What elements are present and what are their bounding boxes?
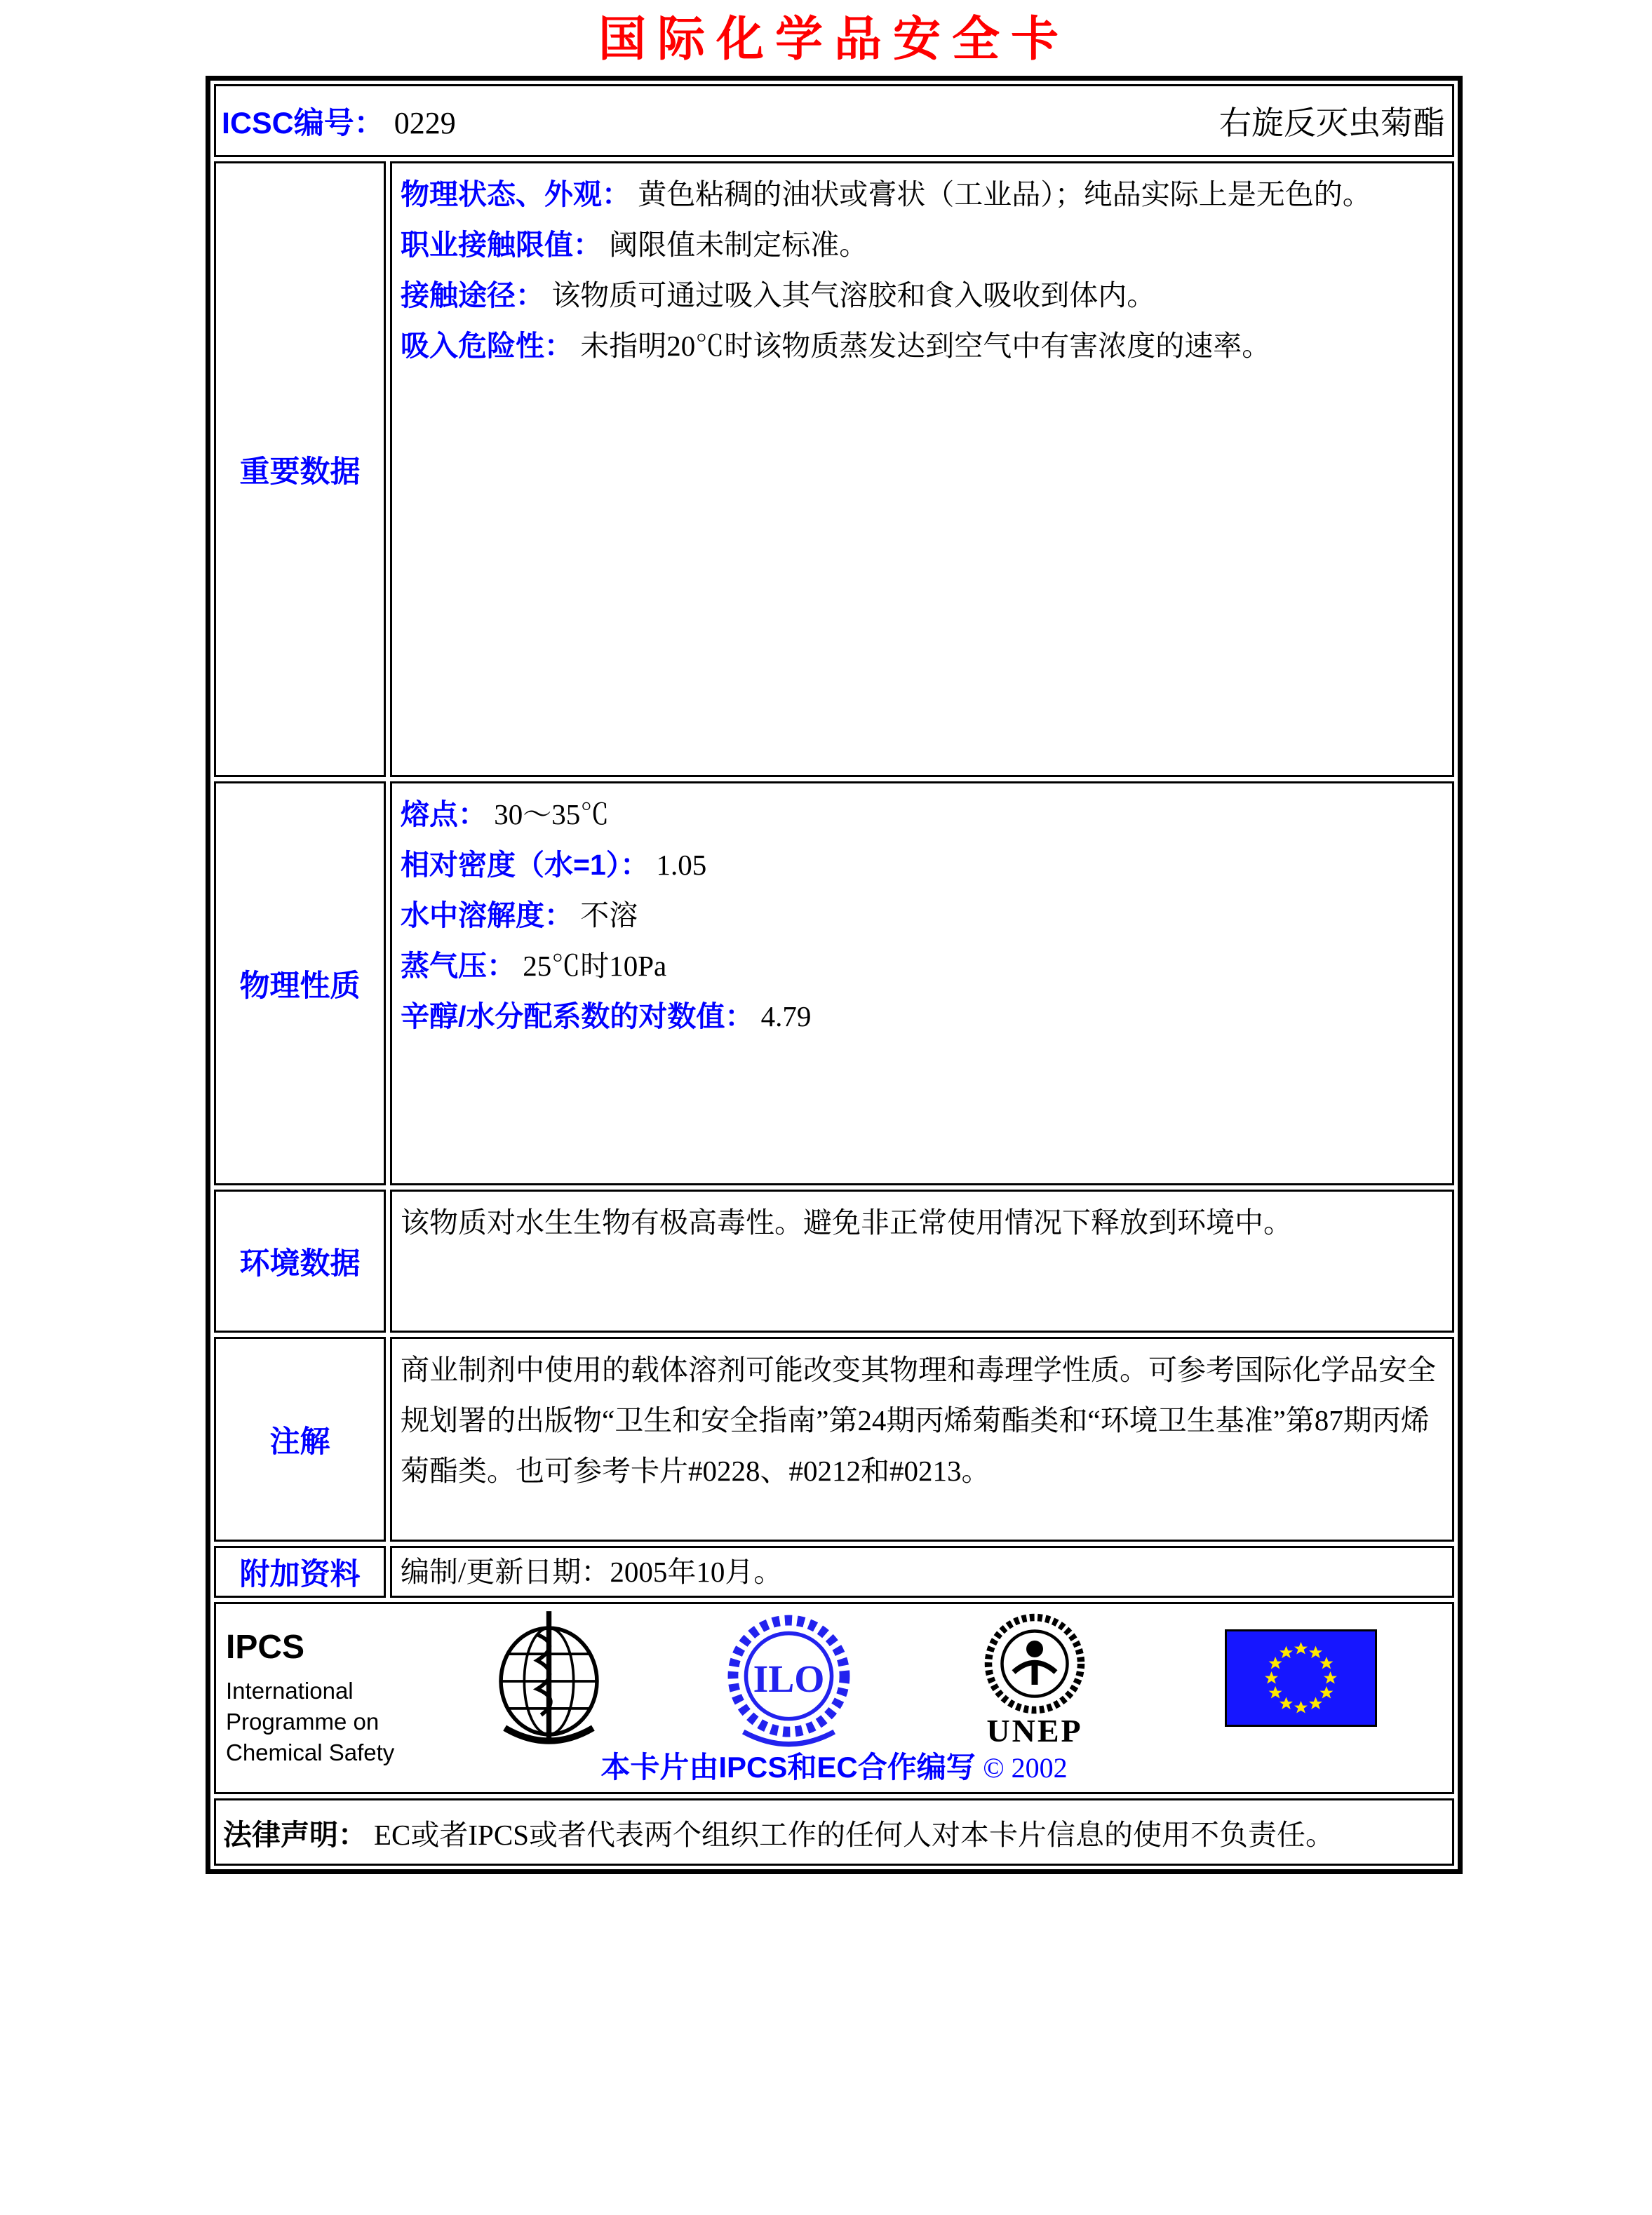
icsc-number-value: 0229 bbox=[394, 105, 456, 140]
ipcs-block bbox=[226, 1629, 457, 1768]
field-value: 阈限值未制定标准。 bbox=[609, 229, 868, 261]
icsc-number-label: ICSC编号： bbox=[222, 106, 384, 140]
section-label-additional-info: 附加资料 bbox=[214, 1546, 386, 1598]
section-content-physical-properties bbox=[390, 781, 1454, 1185]
field-physical-state bbox=[401, 169, 1444, 220]
header-cell bbox=[214, 84, 1454, 157]
section-physical-properties bbox=[214, 781, 1454, 1185]
field-value: 30～35℃ bbox=[494, 798, 610, 830]
field-exposure-routes bbox=[401, 270, 1444, 321]
footer-cell bbox=[214, 1602, 1454, 1794]
section-additional-info bbox=[214, 1546, 1454, 1598]
section-content-important-data bbox=[390, 161, 1454, 777]
field-inhalation-risk bbox=[401, 321, 1444, 371]
field-relative-density bbox=[401, 840, 1444, 890]
field-melting-point bbox=[401, 789, 1444, 840]
legal-text: EC或者IPCS或者代表两个组织工作的任何人对本卡片信息的使用不负责任。 bbox=[374, 1818, 1334, 1851]
notes-text: 商业制剂中使用的载体溶剂可能改变其物理和毒理学性质。可参考国际化学品安全规划署的出版物“卫生和安全指南”第24期丙烯菊酯类和“环境卫生基准”第87期丙烯菊酯类。也可参考卡片#0228、#0212和#0213。 bbox=[401, 1354, 1436, 1487]
ipcs-subtitle-line: International bbox=[226, 1678, 354, 1704]
field-value: 1.05 bbox=[656, 849, 707, 881]
field-water-solubility bbox=[401, 890, 1444, 941]
section-content-notes bbox=[390, 1337, 1454, 1542]
field-label: 相对密度（水=1）： bbox=[401, 849, 650, 881]
field-label: 辛醇/水分配系数的对数值： bbox=[401, 1000, 754, 1032]
section-label-notes: 注解 bbox=[214, 1337, 386, 1542]
field-label: 物理状态、外观： bbox=[401, 178, 631, 210]
field-value: 4.79 bbox=[760, 1000, 812, 1032]
field-value: 25℃时10Pa bbox=[523, 950, 667, 982]
section-label-important-data: 重要数据 bbox=[214, 161, 386, 777]
legal-label: 法律声明： bbox=[223, 1818, 367, 1851]
field-label: 熔点： bbox=[401, 798, 487, 830]
section-label-environmental-data: 环境数据 bbox=[214, 1190, 386, 1333]
ipcs-subtitle-line: Chemical Safety bbox=[226, 1739, 395, 1765]
field-value: 该物质可通过吸入其气溶胶和食入吸收到体内。 bbox=[551, 279, 1156, 311]
icsc-card bbox=[206, 76, 1463, 1874]
field-value: 未指明20℃时该物质蒸发达到空气中有害浓度的速率。 bbox=[580, 330, 1271, 362]
section-notes bbox=[214, 1337, 1454, 1542]
field-label: 蒸气压： bbox=[401, 950, 516, 982]
field-occupational-limit bbox=[401, 220, 1444, 270]
chemical-name: 右旋反灭虫菊酯 bbox=[1219, 105, 1445, 141]
icsc-number-group bbox=[222, 100, 456, 142]
field-vapor-pressure bbox=[401, 941, 1444, 991]
unep-logo-text: UNEP bbox=[986, 1713, 1083, 1749]
unep-logo-icon bbox=[982, 1611, 1087, 1716]
who-logo-icon bbox=[484, 1611, 614, 1755]
ipcs-title: IPCS bbox=[226, 1629, 305, 1666]
ipcs-subtitle-line: Programme on bbox=[226, 1709, 380, 1735]
copyright-year: © 2002 bbox=[983, 1752, 1068, 1784]
field-octanol-water-partition bbox=[401, 991, 1444, 1042]
logo-area bbox=[223, 1611, 1445, 1765]
field-label: 职业接触限值： bbox=[401, 229, 602, 261]
footer-row bbox=[214, 1602, 1454, 1794]
section-label-physical-properties: 物理性质 bbox=[214, 781, 386, 1185]
section-content-additional-info bbox=[390, 1546, 1454, 1598]
eu-flag-icon bbox=[1225, 1629, 1377, 1730]
legal-row bbox=[214, 1798, 1454, 1866]
section-content-environmental-data bbox=[390, 1190, 1454, 1333]
unep-logo-block bbox=[968, 1611, 1101, 1749]
environmental-data-text: 该物质对水生生物有极高毒性。避免非正常使用情况下释放到环境中。 bbox=[401, 1206, 1292, 1239]
section-environmental-data bbox=[214, 1190, 1454, 1333]
field-label: 吸入危险性： bbox=[401, 330, 573, 362]
copyright-text: 本卡片由IPCS和EC合作编写 bbox=[600, 1751, 976, 1784]
page-title: 国际化学品安全卡 bbox=[598, 13, 1070, 66]
field-label: 水中溶解度： bbox=[401, 899, 573, 931]
additional-info-text: 编制/更新日期：2005年10月。 bbox=[401, 1556, 783, 1588]
ilo-logo-icon bbox=[724, 1611, 854, 1755]
header-row bbox=[214, 84, 1454, 157]
legal-cell bbox=[214, 1798, 1454, 1866]
field-value: 黄色粘稠的油状或膏状（工业品）；纯品实际上是无色的。 bbox=[638, 178, 1371, 210]
ilo-logo-text: ILO bbox=[753, 1657, 825, 1701]
field-label: 接触途径： bbox=[401, 279, 544, 311]
section-important-data bbox=[214, 161, 1454, 777]
field-value: 不溶 bbox=[580, 899, 638, 931]
